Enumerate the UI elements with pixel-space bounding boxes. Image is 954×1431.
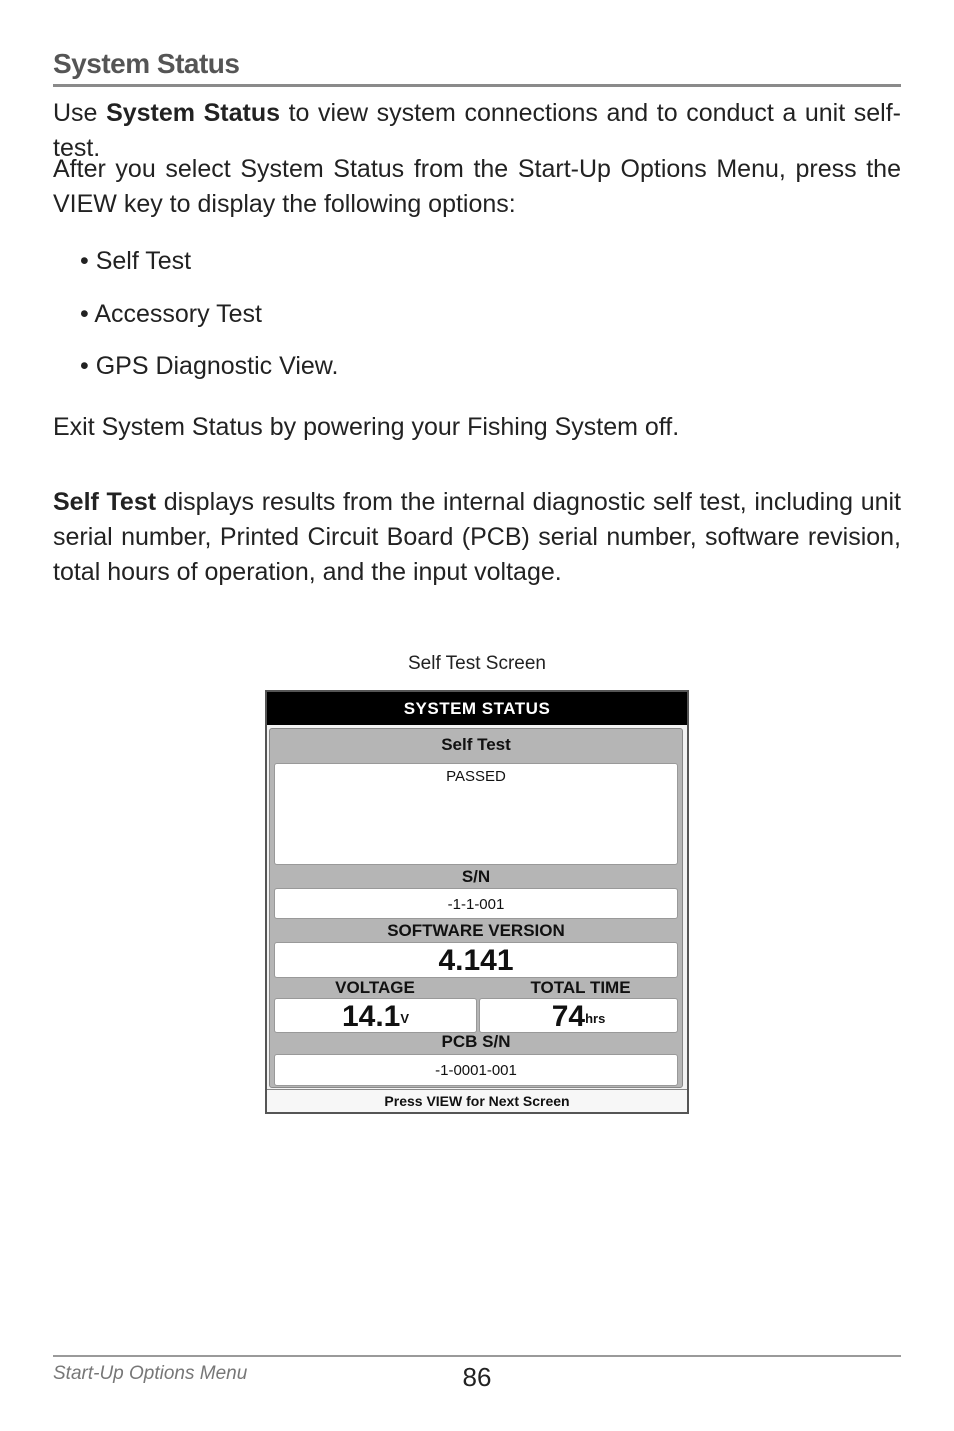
self-test-paragraph [53, 485, 901, 590]
options-paragraph: After you select System Status from the Start-Up Options Menu, press the VIEW key to display the following options: [53, 155, 901, 218]
self-test-bold: Self Test [53, 488, 157, 516]
voltage-box [274, 998, 477, 1033]
total-time-label: TOTAL TIME [530, 978, 631, 997]
screen-footer: Press VIEW for Next Screen [267, 1089, 687, 1112]
figure-caption: Self Test Screen [407, 653, 546, 674]
status-panel [269, 728, 683, 1088]
footer-rule [53, 1355, 901, 1357]
screen-header: SYSTEM STATUS [267, 692, 687, 725]
software-version-label: SOFTWARE VERSION [387, 921, 565, 940]
list-item: • Accessory Test [80, 299, 262, 328]
options-list [80, 244, 338, 402]
voltage-unit: V [400, 1011, 410, 1026]
pcb-sn-value: -1-0001-001 [435, 1062, 517, 1079]
list-item: • Self Test [80, 247, 192, 275]
pcb-sn-box [274, 1054, 678, 1086]
self-test-text: displays results from the internal diagnostic self test, including unit serial number, Printed Circuit Board (PCB) serial number, software revision, total hours of operation, and the input voltage. [53, 488, 902, 586]
sn-box [274, 888, 678, 919]
self-test-label: Self Test [441, 735, 511, 754]
page-number: 86 [462, 1362, 492, 1392]
section-title: System Status [53, 48, 240, 79]
intro-pre: Use [53, 99, 107, 127]
voltage-value: 14.1 [341, 1000, 401, 1033]
total-time-box [479, 998, 678, 1033]
intro-post: to view system connections and to conduct a unit self-test. [53, 99, 902, 162]
footer-section: Start-Up Options Menu [53, 1363, 248, 1384]
pcb-sn-label: PCB S/N [441, 1032, 511, 1051]
software-version-value: 4.141 [438, 944, 514, 977]
voltage-label: VOLTAGE [335, 978, 415, 997]
total-time-unit: hrs [585, 1011, 606, 1026]
intro-bold: System Status [106, 99, 281, 127]
sn-value: -1-1-001 [447, 896, 505, 913]
title-rule [53, 84, 901, 87]
result-value: PASSED [446, 768, 506, 785]
device-screen [265, 690, 689, 1114]
result-box [274, 763, 678, 865]
list-item: • GPS Diagnostic View. [80, 352, 339, 380]
sn-label: S/N [461, 867, 491, 886]
total-time-value: 74 [551, 1000, 586, 1033]
exit-paragraph: Exit System Status by powering your Fishing System off. [53, 413, 680, 441]
software-version-box [274, 942, 678, 978]
